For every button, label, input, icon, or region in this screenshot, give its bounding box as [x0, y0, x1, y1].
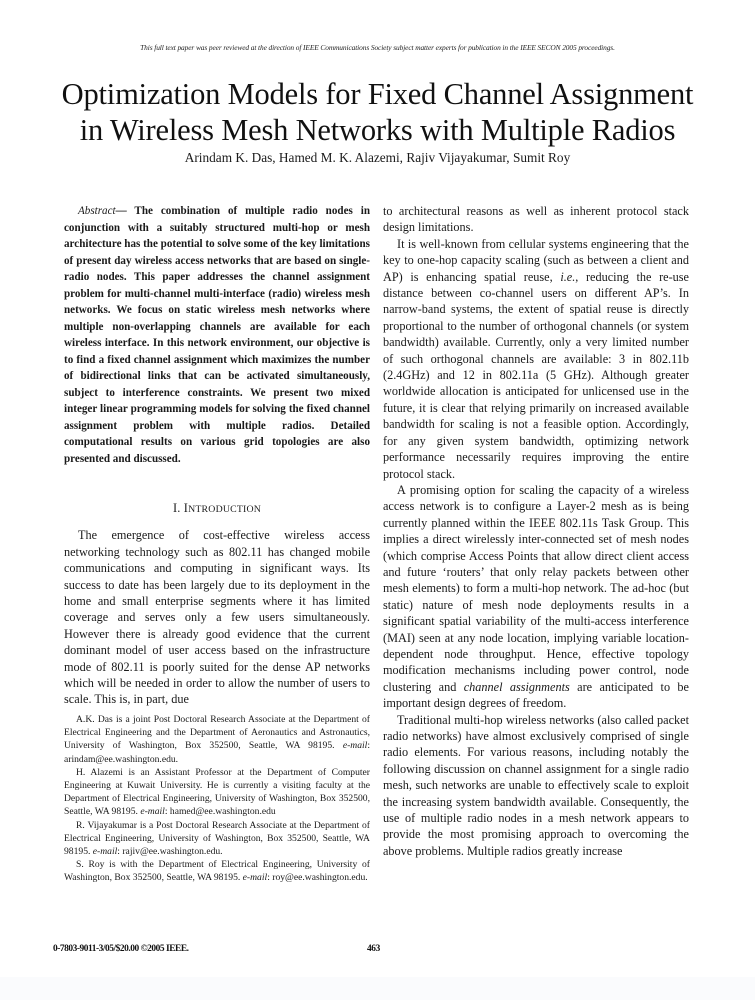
- left-column: [64, 203, 370, 708]
- copyright-notice: 0-7803-9011-3/05/$20.00 ©2005 IEEE.: [53, 944, 189, 954]
- section-numeral: I.: [172, 501, 184, 515]
- intro-paragraph-4: Traditional multi-hop wireless networks (also called packet radio networks) have almost exclusively comprised of single radio elements. For various reasons, including notably the following discussion on channel assignment for a single radio mesh, such networks are unable to effectively scale to exploit the increasing system bandwidth available. Consequently, the use of multiple radio nodes in a mesh network appears to provide the most promising approach to overcoming the above problems. Multiple radios greatly increase: [383, 712, 689, 858]
- email-link[interactable]: : hamed@ee.washington.edu: [164, 806, 276, 818]
- author-footnotes: [64, 713, 370, 885]
- abstract-label: Abstract: [78, 205, 116, 217]
- right-column: [383, 203, 689, 859]
- footnote-vijayakumar: R. Vijayakumar is a Post Doctoral Research Associate at the Department of Electrical Engineering, University of Washington, Box 352500, Seattle, WA 98195. e-mail: rajiv@ee.washington.edu.: [64, 819, 370, 858]
- abstract-text: The combination of multiple radio nodes in conjunction with a suitably structured multi-hop or mesh architecture has the potential to solve some of the key limitations of present day wireless access networks that are based on single-radio nodes. This paper addresses the channel assignment problem for multi-channel multi-interface (radio) wireless mesh networks. We focus on static wireless mesh networks where multiple non-overlapping channels are available for each wireless interface. In this network environment, our objective is to find a fixed channel assignment which maximizes the number of bidirectional links that can be activated simultaneously, subject to interference constraints. We present two mixed integer linear programming models for solving the fixed channel assignment problem with multiple radios. Detailed computational results on various grid topologies are also presented and discussed.: [64, 205, 370, 465]
- intro-continuation: to architectural reasons as well as inherent protocol stack design limitations.: [383, 204, 689, 235]
- section-initial: I: [183, 501, 189, 515]
- title-line-2: in Wireless Mesh Networks with Multiple Radios: [79, 113, 676, 147]
- email-link[interactable]: : roy@ee.washington.edu.: [267, 872, 368, 884]
- review-note: This full text paper was peer reviewed at the direction of IEEE Communications Society subject matter experts for publication in the IEEE SECON 2005 proceedings.: [140, 43, 615, 52]
- intro-paragraph-3: A promising option for scaling the capacity of a wireless access network is to configure a Layer-2 mesh as is being currently planned within the IEEE 802.11s Task Group. This implies a direct wirelessly inter-connected set of mesh nodes (which comprise Access Points that allow direct client access and future ‘routers’ that only relay packets between other mesh elements) to form a multi-hop network. The ad-hoc (but static) nature of mesh node deployments results in a significant spatial variability of the multi-access interference (MAI) seen at any node location, implying variable location-dependent node throughput. Hence, effective topology modification mechanisms including power control, node clustering and channel assignments are anticipated to be important design degrees of freedom.: [383, 482, 689, 711]
- email-link[interactable]: : rajiv@ee.washington.edu.: [117, 846, 223, 858]
- paper-title: [30, 76, 725, 148]
- intro-paragraph-2: It is well-known from cellular systems engineering that the key to one-hop capacity scaling (such as between a client and AP) is enhancing spatial reuse, i.e., reducing the re-use distance between co-channel users on different AP’s. In narrow-band systems, the extent of spatial reuse is directly proportional to the number of orthogonal channels (or system bandwidth) available. Currently, only a very limited number of such orthogonal channels are available: 3 in 802.11b (2.4GHz) and 12 in 802.11a (5 GHz). Although greater worldwide allocation is anticipated for unlicensed use in the future, it is clear that relying primarily on increased available bandwidth for scaling is not a feasible option. Accordingly, for any given system bandwidth, optimizing network performance necessarily requires improving the entire protocol stack.: [383, 236, 689, 481]
- title-line-1: Optimization Models for Fixed Channel Assignment: [61, 77, 694, 111]
- section-title-rest: NTRODUCTION: [188, 504, 262, 515]
- footnote-das: A.K. Das is a joint Post Doctoral Research Associate at the Department of Electrical Engineering and the Department of Aeronautics and Astronautics, University of Washington, Box 352500, Seattle, WA 98195. e-mail: arindam@ee.washington.edu.: [64, 714, 370, 765]
- abstract: [64, 203, 370, 467]
- footnote-roy: S. Roy is with the Department of Electrical Engineering, University of Washington, Box 352500, Seattle, WA 98195. e-mail: roy@ee.washington.edu.: [64, 859, 370, 884]
- footnote-alazemi: H. Alazemi is an Assistant Professor at the Department of Computer Engineering at Kuwait University. He is currently a visiting faculty at the Department of Electrical Engineering, University of Washington, Box 352500, Seattle, WA 98195. e-mail: hamed@ee.washington.edu: [64, 766, 370, 818]
- page-number: 463: [367, 944, 380, 954]
- abstract-dash: —: [115, 205, 135, 217]
- section-heading-introduction: [64, 500, 370, 518]
- author-list: Arindam K. Das, Hamed M. K. Alazemi, Rajiv Vijayakumar, Sumit Roy: [184, 150, 571, 165]
- email-link[interactable]: : arindam@ee.washington.edu.: [64, 740, 370, 765]
- intro-paragraph-1: The emergence of cost-effective wireless access networking technology such as 802.11 has changed mobile communications and computing in significant ways. Its success to date has been largely due to its deployment in the home and small enterprise segments where it has limited coverage and serves only a few users simultaneously. However there is already good evidence that the current dominant model of user access based on the infrastructure mode of 802.11 is poorly suited for the dense AP networks which will be needed in order to allow the number of users to scale. This is, in part, due: [64, 528, 370, 707]
